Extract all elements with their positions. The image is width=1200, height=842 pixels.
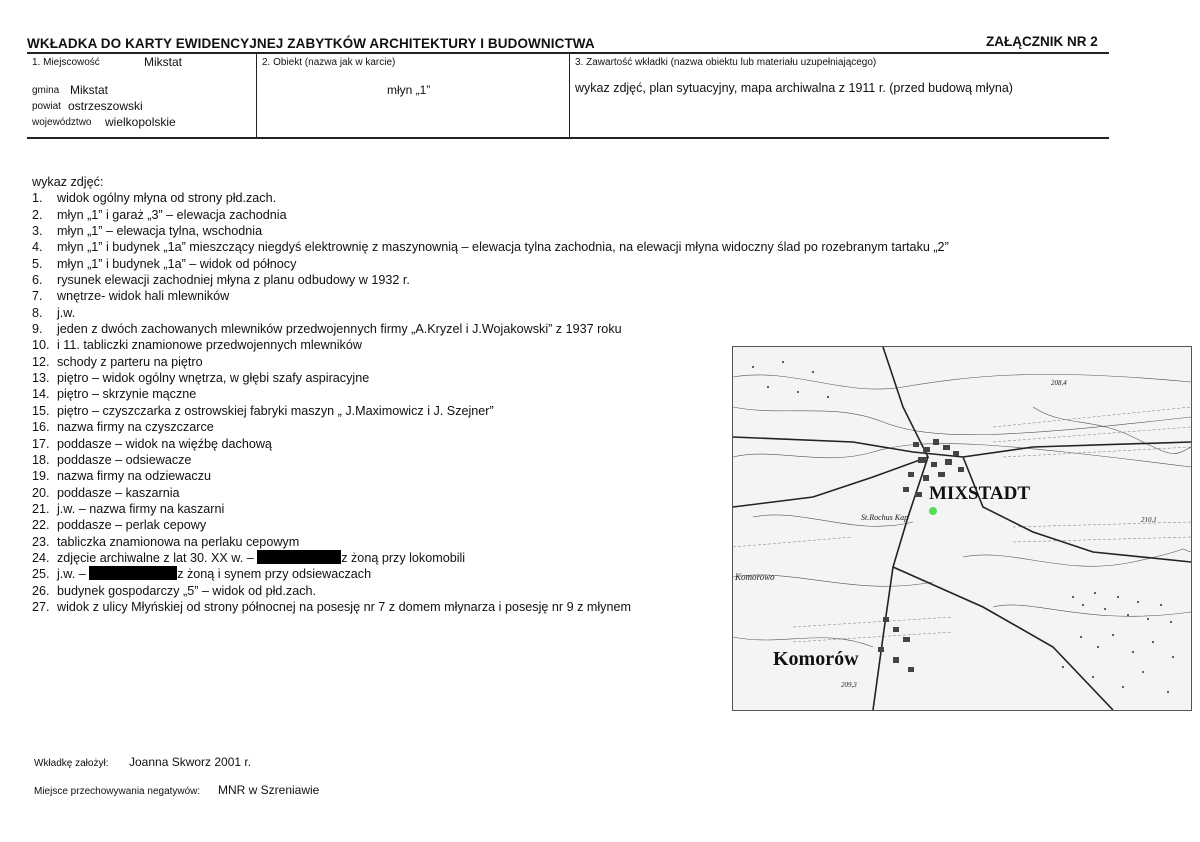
list-item-text-cont: z żoną przy lokomobili [341, 550, 466, 565]
gmina-label: gmina [32, 85, 60, 96]
list-item-text: poddasze – kaszarnia [57, 485, 180, 500]
archival-map-drawing [733, 347, 1191, 710]
list-item [32, 288, 949, 304]
list-item-text: poddasze – perlak cepowy [57, 518, 207, 533]
list-item-number: 2. [32, 207, 43, 222]
founded-value: Joanna Skworz 2001 r. [129, 755, 252, 769]
list-item-text: widok ogólny młyna od strony płd.zach. [57, 191, 277, 206]
map-small-village-label: Komorowo [735, 572, 775, 582]
archival-map [732, 346, 1192, 711]
list-item-text: nazwa firmy na odziewaczu [57, 469, 211, 484]
list-item-text: młyn „1” i budynek „1a” mieszczący niegdyś elektrownię z maszynownią – elewacja tylna zachodnia, na elewacji młyna widoczny ślad po rozebranym tartaku „2” [57, 240, 949, 255]
list-item-number: 19. [32, 469, 50, 484]
column-divider-2 [569, 52, 570, 138]
content-label: 3. Zawartość wkładki (nazwa obiektu lub materiału uzupełniającego) [575, 57, 877, 68]
list-item-number: 21. [32, 501, 50, 516]
list-item-number: 1. [32, 191, 43, 206]
list-item-text: piętro – skrzynie mączne [57, 387, 197, 402]
list-item-number: 24. [32, 550, 50, 565]
locality-value: Mikstat [144, 55, 183, 69]
list-item-text: j.w. [57, 305, 76, 320]
list-item [32, 256, 949, 272]
storage-value: MNR w Szreniawie [218, 783, 320, 797]
list-item-text: rysunek elewacji zachodniej młyna z planu odbudowy w 1932 r. [57, 273, 410, 288]
redaction-block [257, 550, 341, 564]
list-item-number: 3. [32, 224, 43, 239]
list-item-number: 8. [32, 305, 43, 320]
document-title: WKŁADKA DO KARTY EWIDENCYJNEJ ZABYTKÓW ARCHITEKTURY I BUDOWNICTWA [27, 36, 595, 51]
locality-label: 1. Miejscowość [32, 57, 100, 68]
mill-location-marker [929, 507, 937, 515]
list-item-number: 9. [32, 322, 43, 337]
list-item [32, 321, 949, 337]
list-item-text: schody z parteru na piętro [57, 354, 203, 369]
powiat-label: powiat [32, 101, 61, 112]
storage-label: Miejsce przechowywania negatywów: [34, 786, 201, 797]
object-label: 2. Obiekt (nazwa jak w karcie) [262, 57, 396, 68]
list-item-number: 13. [32, 371, 50, 386]
list-item-number: 17. [32, 436, 50, 451]
list-item-text: j.w. – nazwa firmy na kaszarni [57, 501, 225, 516]
list-item-text: młyn „1” – elewacja tylna, wschodnia [57, 224, 263, 239]
wojewodztwo-value: wielkopolskie [105, 115, 176, 129]
map-elevation-3: 209,3 [841, 681, 857, 689]
list-item-number: 25. [32, 567, 50, 582]
list-item-text: j.w. – [57, 567, 86, 582]
object-value: młyn „1” [387, 83, 431, 97]
list-item-text: poddasze – odsiewacze [57, 452, 192, 467]
list-item-number: 27. [32, 599, 50, 614]
list-item-number: 12. [32, 354, 50, 369]
map-elevation-1: 208,4 [1051, 379, 1067, 387]
map-elevation-2: 210,1 [1141, 516, 1157, 524]
list-item-number: 18. [32, 452, 50, 467]
list-item-text: widok z ulicy Młyńskiej od strony północnej na posesję nr 7 z domem młynarza i posesję nr 9 z młynem [57, 599, 631, 614]
list-item-number: 6. [32, 273, 43, 288]
list-item-text: zdjęcie archiwalne z lat 30. XX w. – [57, 550, 254, 565]
wojewodztwo-label: województwo [32, 117, 92, 128]
list-item-text: wnętrze- widok hali mlewników [57, 289, 230, 304]
redaction-block [89, 566, 177, 580]
annex-label: ZAŁĄCZNIK NR 2 [986, 34, 1098, 49]
map-chapel-label: St.Rochus Kap [861, 513, 909, 522]
list-item [32, 239, 949, 255]
list-item-number: 23. [32, 534, 50, 549]
list-item-number: 5. [32, 256, 43, 271]
map-village-label: Komorów [773, 648, 859, 670]
list-item-number: 10. [32, 338, 50, 353]
list-item-number: 22. [32, 518, 50, 533]
list-item-text-cont: z żoną i synem przy odsiewaczach [177, 567, 372, 582]
list-item-text: budynek gospodarczy „5” – widok od płd.zach. [57, 583, 317, 598]
list-item [32, 223, 949, 239]
map-town-label: MIXSTADT [929, 483, 1030, 504]
list-item-text: nazwa firmy na czyszczarce [57, 420, 214, 435]
powiat-value: ostrzeszowski [68, 99, 143, 113]
list-item [32, 305, 949, 321]
list-item [32, 190, 949, 206]
list-item-text: piętro – widok ogólny wnętrza, w głębi szafy aspiracyjne [57, 371, 370, 386]
list-item-number: 14. [32, 387, 50, 402]
list-item-text: piętro – czyszczarka z ostrowskiej fabryki maszyn „ J.Maximowicz i J. Szejner” [57, 403, 494, 418]
list-item-number: 16. [32, 420, 50, 435]
list-item-text: tabliczka znamionowa na perlaku cepowym [57, 534, 300, 549]
header-top-rule [27, 52, 1109, 54]
column-divider-1 [256, 52, 257, 138]
list-item-text: poddasze – widok na więźbę dachową [57, 436, 272, 451]
list-item-number: 4. [32, 240, 43, 255]
list-item [32, 207, 949, 223]
list-item-number: 7. [32, 289, 43, 304]
list-item-text: jeden z dwóch zachowanych mlewników przedwojennych firmy „A.Kryzel i J.Wojakowski” z 1937 roku [57, 322, 622, 337]
list-item [32, 272, 949, 288]
list-item-text: młyn „1” i budynek „1a” – widok od północy [57, 256, 297, 271]
content-value: wykaz zdjęć, plan sytuacyjny, mapa archiwalna z 1911 r. (przed budową młyna) [575, 81, 1013, 95]
gmina-value: Mikstat [70, 83, 109, 97]
photo-list-heading: wykaz zdjęć: [32, 175, 104, 189]
list-item-number: 15. [32, 403, 50, 418]
header-bottom-rule [27, 137, 1109, 139]
list-item-text: i 11. tabliczki znamionowe przedwojennych mlewników [57, 338, 362, 353]
list-item-number: 26. [32, 583, 50, 598]
founded-label: Wkładkę założył: [34, 758, 109, 769]
list-item-number: 20. [32, 485, 50, 500]
list-item-text: młyn „1” i garaż „3” – elewacja zachodnia [57, 207, 287, 222]
